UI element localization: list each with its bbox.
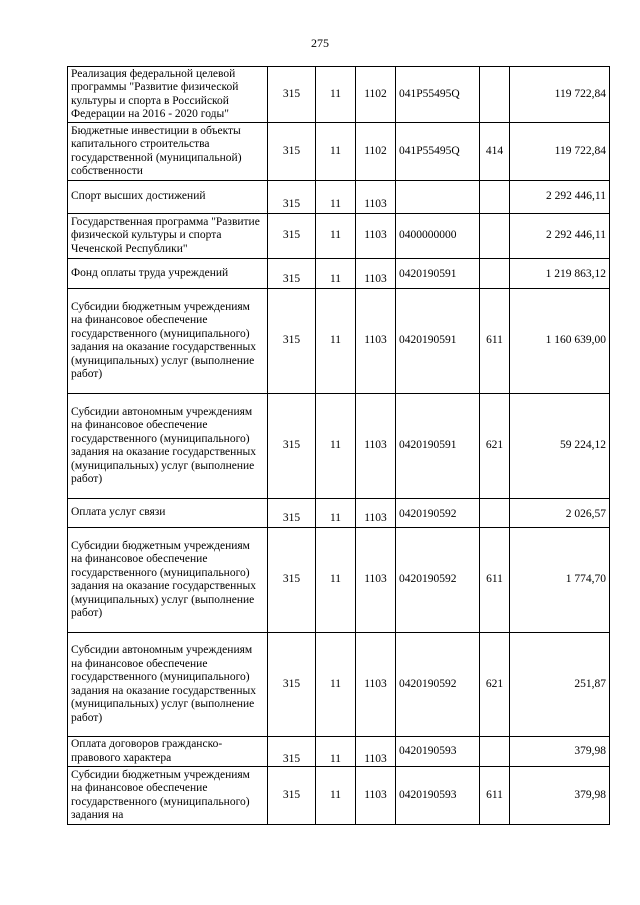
- row-pr: 1103: [356, 214, 396, 259]
- row-vr: [480, 259, 510, 289]
- table-row: [68, 181, 610, 214]
- row-rz: 11: [316, 528, 356, 633]
- table-row: [68, 528, 610, 633]
- row-rz: 11: [316, 289, 356, 394]
- table-row: [68, 767, 610, 825]
- row-name: Оплата договоров гражданско-правового характера: [68, 737, 268, 767]
- row-csr: 041P55495Q: [396, 123, 480, 181]
- row-csr: [396, 181, 480, 214]
- row-amount: 2 292 446,11: [510, 181, 610, 214]
- row-grbs: 315: [268, 394, 316, 499]
- row-name: Субсидии автономным учреждениям на финансовое обеспечение государственного (муниципального) задания на оказание государственных (муниципальных) услуг (выполнение работ): [68, 633, 268, 737]
- row-vr: [480, 181, 510, 214]
- row-grbs: 315: [268, 289, 316, 394]
- table-row: [68, 123, 610, 181]
- row-amount: 2 292 446,11: [510, 214, 610, 259]
- row-rz: 11: [316, 633, 356, 737]
- row-amount: 379,98: [510, 767, 610, 825]
- row-vr: [480, 737, 510, 767]
- row-vr: 611: [480, 767, 510, 825]
- row-csr: 0420190592: [396, 528, 480, 633]
- row-pr: 1102: [356, 123, 396, 181]
- row-pr: 1103: [356, 181, 396, 214]
- row-name: Бюджетные инвестиции в объекты капитального строительства государственной (муниципальной) собственности: [68, 123, 268, 181]
- row-vr: [480, 67, 510, 123]
- row-vr: [480, 214, 510, 259]
- row-rz: 11: [316, 737, 356, 767]
- row-rz: 11: [316, 499, 356, 528]
- row-csr: 0420190592: [396, 633, 480, 737]
- row-rz: 11: [316, 767, 356, 825]
- row-grbs: 315: [268, 767, 316, 825]
- row-rz: 11: [316, 259, 356, 289]
- row-pr: 1103: [356, 528, 396, 633]
- page-number: 275: [311, 36, 329, 50]
- row-grbs: 315: [268, 737, 316, 767]
- row-pr: 1103: [356, 633, 396, 737]
- row-name: Реализация федеральной целевой программы "Развитие физической культуры и спорта в Российской Федерации на 2016 - 2020 годы": [68, 67, 268, 123]
- row-csr: 0420190593: [396, 737, 480, 767]
- row-amount: 251,87: [510, 633, 610, 737]
- row-rz: 11: [316, 181, 356, 214]
- budget-table: [67, 66, 610, 825]
- row-amount: 2 026,57: [510, 499, 610, 528]
- row-csr: 0400000000: [396, 214, 480, 259]
- row-csr: 0420190593: [396, 767, 480, 825]
- row-vr: 621: [480, 394, 510, 499]
- row-pr: 1103: [356, 259, 396, 289]
- row-pr: 1103: [356, 737, 396, 767]
- row-name: Фонд оплаты труда учреждений: [68, 259, 268, 289]
- row-name: Субсидии бюджетным учреждениям на финансовое обеспечение государственного (муниципального) задания на оказание государственных (муниципальных) услуг (выполнение работ): [68, 289, 268, 394]
- row-pr: 1103: [356, 499, 396, 528]
- table-row: [68, 214, 610, 259]
- row-csr: 041P55495Q: [396, 67, 480, 123]
- row-vr: 611: [480, 289, 510, 394]
- table-row: [68, 67, 610, 123]
- row-grbs: 315: [268, 259, 316, 289]
- table-row: [68, 737, 610, 767]
- row-rz: 11: [316, 67, 356, 123]
- row-pr: 1103: [356, 767, 396, 825]
- row-amount: 119 722,84: [510, 123, 610, 181]
- row-name: Оплата услуг связи: [68, 499, 268, 528]
- row-pr: 1102: [356, 67, 396, 123]
- row-rz: 11: [316, 214, 356, 259]
- row-amount: 1 219 863,12: [510, 259, 610, 289]
- row-name: Субсидии автономным учреждениям на финансовое обеспечение государственного (муниципального) задания на оказание государственных (муниципальных) услуг (выполнение работ): [68, 394, 268, 499]
- row-name: Субсидии бюджетным учреждениям на финансовое обеспечение государственного (муниципального) задания на оказание государственных (муниципальных) услуг (выполнение работ): [68, 528, 268, 633]
- table-row: [68, 499, 610, 528]
- row-grbs: 315: [268, 181, 316, 214]
- row-amount: 1 160 639,00: [510, 289, 610, 394]
- row-grbs: 315: [268, 499, 316, 528]
- row-grbs: 315: [268, 123, 316, 181]
- row-name: Государственная программа "Развитие физической культуры и спорта Чеченской Республики": [68, 214, 268, 259]
- row-pr: 1103: [356, 394, 396, 499]
- row-grbs: 315: [268, 633, 316, 737]
- row-vr: 621: [480, 633, 510, 737]
- table-row: [68, 394, 610, 499]
- table-row: [68, 633, 610, 737]
- row-grbs: 315: [268, 214, 316, 259]
- row-amount: 1 774,70: [510, 528, 610, 633]
- row-amount: 59 224,12: [510, 394, 610, 499]
- row-csr: 0420190591: [396, 259, 480, 289]
- row-rz: 11: [316, 394, 356, 499]
- row-vr: 414: [480, 123, 510, 181]
- row-name: Субсидии бюджетным учреждениям на финансовое обеспечение государственного (муниципального) задания на: [68, 767, 268, 825]
- row-name: Спорт высших достижений: [68, 181, 268, 214]
- row-amount: 119 722,84: [510, 67, 610, 123]
- row-csr: 0420190591: [396, 394, 480, 499]
- table-row: [68, 259, 610, 289]
- row-vr: [480, 499, 510, 528]
- row-grbs: 315: [268, 67, 316, 123]
- row-rz: 11: [316, 123, 356, 181]
- table-row: [68, 289, 610, 394]
- row-csr: 0420190591: [396, 289, 480, 394]
- row-csr: 0420190592: [396, 499, 480, 528]
- row-vr: 611: [480, 528, 510, 633]
- row-amount: 379,98: [510, 737, 610, 767]
- row-grbs: 315: [268, 528, 316, 633]
- row-pr: 1103: [356, 289, 396, 394]
